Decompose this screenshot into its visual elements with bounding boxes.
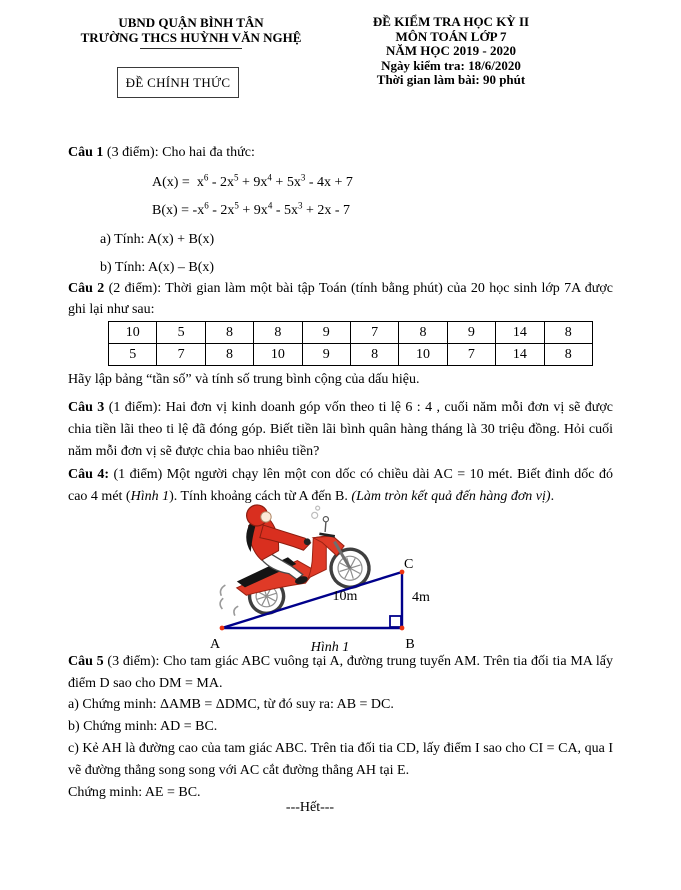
figure-hinh-1 — [165, 500, 495, 660]
exam-title: ĐỀ KIỂM TRA HỌC KỲ II — [372, 14, 530, 29]
question-5-item-a: a) Chứng minh: ΔAMB = ΔDMC, từ đó suy ra: AB = DC. — [68, 697, 394, 712]
table-cell: 10 — [399, 344, 447, 366]
question-1-heading — [68, 142, 255, 164]
motion-marks — [215, 583, 241, 619]
table-cell: 7 — [447, 344, 495, 366]
figure-caption: Hình 1 — [310, 640, 350, 655]
right-angle-mark — [390, 616, 401, 627]
polynomial-b: $B(x) = -x^6 - 2x^5 + 9x^4 - 5x^3 + 2x - 7$ — [152, 200, 351, 218]
question-3-text: (1 điểm): Hai đơn vị kinh doanh góp vốn theo ti lệ 6 : 4 , cuối năm mỗi đơn vị sẽ được chia tiền lãi theo ti lệ đã đóng góp. Biết tiền lãi bình quân hàng tháng là 30 triệu đồng. Hỏi cuối năm mỗi đơn vị sẽ được chia bao nhiêu tiền? — [68, 400, 613, 459]
rounding-note: (Làm tròn kết quả đến hàng đơn vị) — [351, 489, 551, 504]
header-left — [68, 16, 314, 49]
question-1-label: Câu 1 — [68, 145, 104, 160]
question-2-task: Hãy lập bảng “tần số” và tính số trung bình cộng của dấu hiệu. — [68, 372, 420, 387]
school-underline — [140, 48, 242, 49]
question-4-text-1: (1 điểm) Một người chạy lên một con dốc có chiều dài AC = 10 mét. Biết đinh dốc đó cao 4 mét ( — [68, 467, 613, 504]
duration-line: Thời gian làm bài: 90 phút — [376, 72, 526, 87]
table-cell: 8 — [350, 344, 398, 366]
vertex-dot-B — [400, 626, 405, 631]
table-cell: 10 — [254, 344, 302, 366]
frequency-table — [108, 321, 593, 366]
puff-mark — [311, 512, 319, 520]
bike-mirror — [323, 516, 330, 523]
question-3-label: Câu 3 — [68, 400, 105, 415]
question-5-heading — [68, 651, 613, 695]
vertex-label-C: C — [404, 557, 414, 572]
table-cell: 8 — [544, 344, 592, 366]
question-5-item-c-conclusion: Chứng minh: AE = BC. — [68, 785, 201, 800]
table-cell: 9 — [447, 322, 495, 344]
table-cell: 7 — [350, 322, 398, 344]
question-4-text-2: ). Tính khoảng cách từ A đến B. — [169, 489, 352, 504]
stamp-label: ĐỀ CHÍNH THỨC — [125, 74, 231, 90]
table-cell: 8 — [254, 322, 302, 344]
table-cell: 9 — [302, 344, 350, 366]
frequency-table-body — [109, 322, 593, 366]
table-cell: 9 — [302, 322, 350, 344]
table-row — [109, 344, 593, 366]
header-right — [345, 15, 557, 88]
table-cell: 8 — [544, 322, 592, 344]
vertex-label-A: A — [209, 637, 221, 652]
question-5-label: Câu 5 — [68, 654, 104, 669]
table-cell: 5 — [157, 322, 205, 344]
table-cell: 8 — [205, 322, 253, 344]
question-5-text: (3 điểm): Cho tam giác ABC vuông tại A, đường trung tuyến AM. Trên tia đối tia MA lấy điểm D sao cho DM = MA. — [68, 654, 613, 691]
table-cell: 14 — [496, 344, 544, 366]
question-2-text: (2 điểm): Thời gian làm một bài tập Toán (tính bằng phút) của 20 học sinh lớp 7A được ghi lại như sau: — [68, 281, 613, 317]
table-cell: 7 — [157, 344, 205, 366]
height-label: 4m — [412, 590, 430, 605]
issuer-line: UBND QUẬN BÌNH TÂN — [118, 15, 264, 30]
table-cell: 5 — [109, 344, 157, 366]
exam-date-line: Ngày kiểm tra: 18/6/2020 — [381, 57, 521, 73]
vertex-label-B: B — [405, 637, 415, 652]
hypotenuse-label: 10m — [332, 589, 358, 604]
subject-line: MÔN TOÁN LỚP 7 — [395, 28, 507, 44]
table-row — [109, 322, 593, 344]
school-line: TRƯỜNG THCS HUỲNH VĂN NGHỆ — [80, 29, 302, 45]
official-exam-stamp — [117, 67, 239, 98]
question-3-paragraph — [68, 397, 613, 463]
bike-mirror-stem — [322, 521, 329, 532]
question-5-item-c: c) Kẻ AH là đường cao của tam giác ABC. Trên tia đối tia CD, lấy điểm I sao cho CI = CA, qua I vẽ đường thẳng song song với AC cắt đường thẳng AH tại E. — [68, 741, 613, 778]
question-1-item-a: a) Tính: A(x) + B(x) — [100, 232, 215, 247]
table-cell: 14 — [496, 322, 544, 344]
puff-mark-small — [315, 506, 320, 511]
question-2-label: Câu 2 — [68, 281, 105, 296]
school-year-line: NĂM HỌC 2019 - 2020 — [386, 43, 516, 58]
figure-reference: Hình 1 — [130, 489, 170, 504]
vertex-dot-A — [220, 626, 225, 631]
question-1-intro: (3 điểm): Cho hai đa thức: — [103, 145, 255, 160]
question-4-text-3: . — [550, 489, 555, 504]
table-cell: 8 — [399, 322, 447, 344]
slope-figure-svg — [165, 500, 495, 660]
table-cell: 10 — [109, 322, 157, 344]
end-of-exam-marker: ---Hết--- — [285, 800, 335, 815]
question-1-item-b: b) Tính: A(x) – B(x) — [100, 260, 215, 275]
question-4-label: Câu 4: — [68, 467, 110, 482]
table-cell: 8 — [205, 344, 253, 366]
question-5-item-b: b) Chứng minh: AD = BC. — [68, 719, 218, 734]
question-2-heading — [68, 278, 613, 320]
polynomial-a: $A(x) = x^6 - 2x^5 + 9x^4 + 5x^3 - 4x + 7$ — [152, 172, 353, 190]
